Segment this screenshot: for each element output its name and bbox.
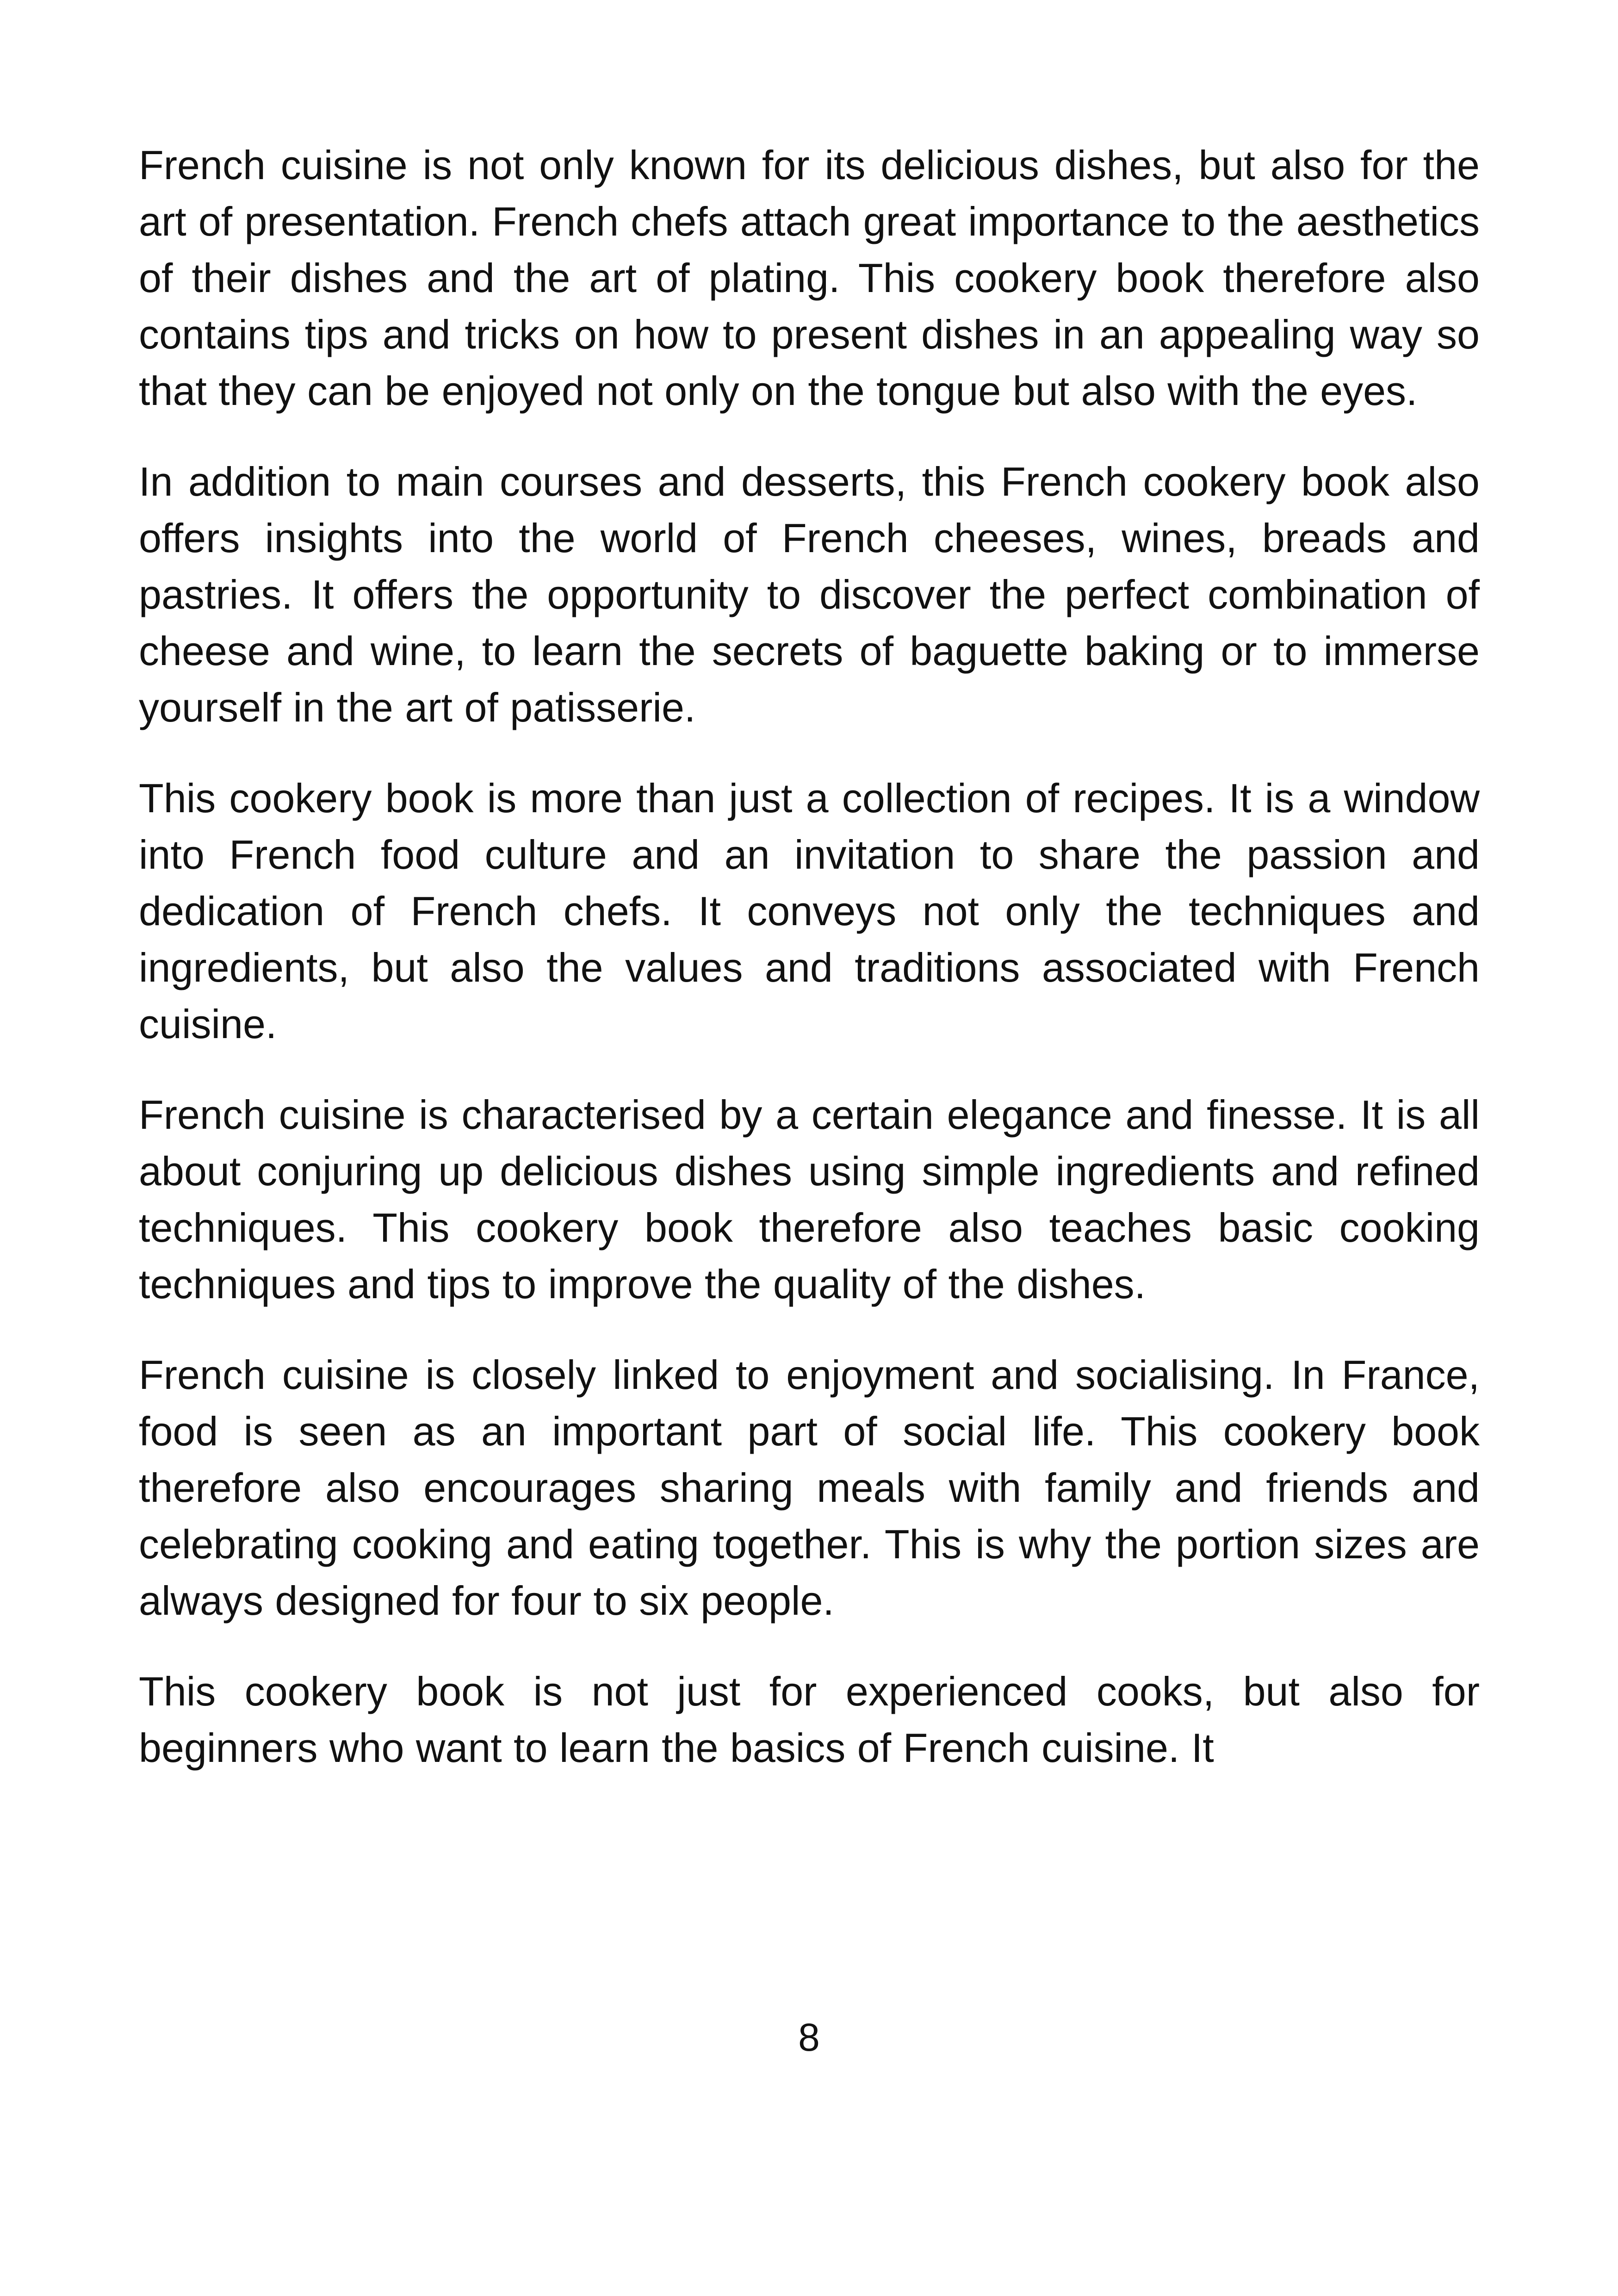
paragraph-beginners: This cookery book is not just for experienced cooks, but also for beginners who want to learn the basics of French cuisine. It: [139, 1668, 1480, 1771]
page-body: [139, 137, 1480, 1811]
paragraph-socialising: French cuisine is closely linked to enjoyment and socialising. In France, food is seen as an important part of social life. This cookery book therefore also encourages sharing meals with family and friends and celebrating cooking and eating together. This is why the portion sizes are always designed for four to six people.: [139, 1352, 1480, 1624]
paragraph-elegance: French cuisine is characterised by a certain elegance and finesse. It is all about conjuring up delicious dishes using simple ingredients and refined techniques. This cookery book therefore also teaches basic cooking techniques and tips to improve the quality of the dishes.: [139, 1092, 1480, 1307]
paragraph-food-culture: This cookery book is more than just a collection of recipes. It is a window into French food culture and an invitation to share the passion and dedication of French chefs. It conveys not only the techniques and ingredients, but also the values and traditions associated with French cuisine.: [139, 775, 1480, 1047]
page-number: 8: [798, 2016, 820, 2059]
paragraph-cheeses-wines: In addition to main courses and desserts, this French cookery book also offers insights into the world of French cheeses, wines, breads and pastries. It offers the opportunity to discover the perfect combination of cheese and wine, to learn the secrets of baguette baking or to immerse yourself in the art of patisserie.: [139, 459, 1480, 730]
paragraph-presentation: French cuisine is not only known for its delicious dishes, but also for the art of presentation. French chefs attach great importance to the aesthetics of their dishes and the art of plating. This cookery book therefore also contains tips and tricks on how to present dishes in an appealing way so that they can be enjoyed not only on the tongue but also with the eyes.: [139, 142, 1480, 414]
